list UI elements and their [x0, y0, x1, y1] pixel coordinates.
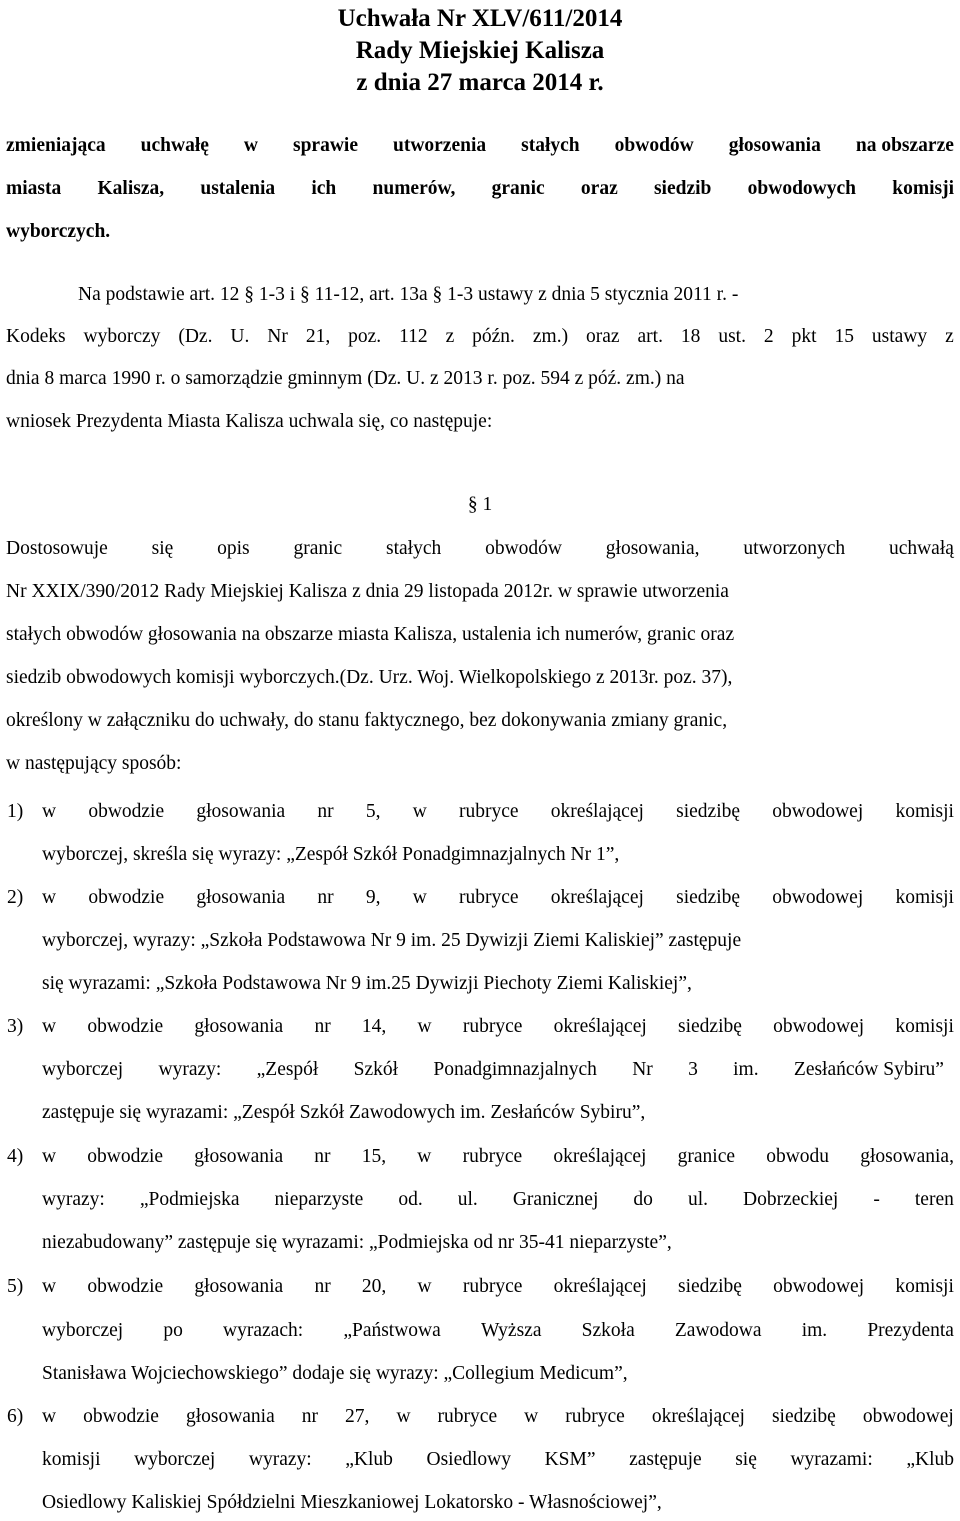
list-item-1-line-1: w obwodzie głosowania nr 5, w rubryce określającej siedzibę obwodowej komisji — [42, 801, 954, 822]
list-item-5-line-2: wyborczej po wyrazach: „Państwowa Wyższa Szkoła Zawodowa im. Prezydenta — [42, 1320, 954, 1341]
list-item-2-line-3: się wyrazami: „Szkoła Podstawowa Nr 9 im.25 Dywizji Piechoty Ziemi Kaliskiej”, — [42, 973, 692, 994]
list-item-3-line-1: w obwodzie głosowania nr 14, w rubryce określającej siedzibę obwodowej komisji — [42, 1016, 954, 1037]
document-issuer: Rady Miejskiej Kalisza — [355, 37, 605, 64]
list-item-1-line-2: wyborczej, skreśla się wyrazy: „Zespół Szkół Ponadgimnazjalnych Nr 1”, — [42, 844, 620, 865]
list-item-3-line-2: wyborczej wyrazy: „Zespół Szkół Ponadgimnazjalnych Nr 3 im. Zesłańców Sybiru” — [42, 1059, 944, 1080]
preamble-line-4: wniosek Prezydenta Miasta Kalisza uchwala się, co następuje: — [6, 411, 493, 432]
list-item-number: 4) — [7, 1146, 24, 1167]
preamble-line-1: Na podstawie art. 12 § 1-3 i § 11-12, art. 13a § 1-3 ustawy z dnia 5 stycznia 2011 r. - — [78, 284, 739, 305]
list-item-5-line-1: w obwodzie głosowania nr 20, w rubryce określającej siedzibę obwodowej komisji — [42, 1276, 954, 1297]
list-item-4-line-2: wyrazy: „Podmiejska nieparzyste od. ul. Granicznej do ul. Dobrzeckiej - teren — [42, 1189, 954, 1210]
list-item-6-line-3: Osiedlowy Kaliskiej Spółdzielni Mieszkaniowej Lokatorsko - Własnościowej”, — [42, 1492, 662, 1513]
list-item-6-line-1: w obwodzie głosowania nr 27, w rubryce w rubryce określającej siedzibę obwodowej — [42, 1406, 954, 1427]
list-item-number: 2) — [7, 887, 24, 908]
body-line-1: Dostosowuje się opis granic stałych obwodów głosowania, utworzonych uchwałą — [6, 538, 954, 559]
list-item-number: 5) — [7, 1276, 24, 1297]
subject-line-3: wyborczych. — [6, 221, 111, 242]
document-date: z dnia 27 marca 2014 r. — [356, 69, 604, 96]
section-marker: § 1 — [467, 494, 493, 515]
list-item-number: 3) — [7, 1016, 24, 1037]
preamble-line-2: Kodeks wyborczy (Dz. U. Nr 21, poz. 112 z późn. zm.) oraz art. 18 ust. 2 pkt 15 ustawy z — [6, 326, 954, 347]
body-line-6: w następujący sposób: — [6, 753, 182, 774]
list-item-2-line-2: wyborczej, wyrazy: „Szkoła Podstawowa Nr 9 im. 25 Dywizji Ziemi Kaliskiej” zastępuje — [42, 930, 742, 951]
list-item-number: 6) — [7, 1406, 24, 1427]
subject-line-1: zmieniająca uchwałę w sprawie utworzenia stałych obwodów głosowania na obszarze — [6, 135, 954, 156]
document-title: Uchwała Nr XLV/611/2014 — [337, 5, 623, 32]
preamble-line-3: dnia 8 marca 1990 r. o samorządzie gminnym (Dz. U. z 2013 r. poz. 594 z póź. zm.) na — [6, 368, 685, 389]
list-item-4-line-3: niezabudowany” zastępuje się wyrazami: „Podmiejska od nr 35-41 nieparzyste”, — [42, 1232, 672, 1253]
list-item-5-line-3: Stanisława Wojciechowskiego” dodaje się wyrazy: „Collegium Medicum”, — [42, 1363, 628, 1384]
list-item-4-line-1: w obwodzie głosowania nr 15, w rubryce określającej granice obwodu głosowania, — [42, 1146, 954, 1167]
list-item-2-line-1: w obwodzie głosowania nr 9, w rubryce określającej siedzibę obwodowej komisji — [42, 887, 954, 908]
list-item-number: 1) — [7, 801, 24, 822]
list-item-3-line-3: zastępuje się wyrazami: „Zespół Szkół Zawodowych im. Zesłańców Sybiru”, — [42, 1102, 646, 1123]
body-line-2: Nr XXIX/390/2012 Rady Miejskiej Kalisza z dnia 29 listopada 2012r. w sprawie utworzenia — [6, 581, 729, 602]
body-line-4: siedzib obwodowych komisji wyborczych.(Dz. Urz. Woj. Wielkopolskiego z 2013r. poz. 37), — [6, 667, 733, 688]
body-line-5: określony w załączniku do uchwały, do stanu faktycznego, bez dokonywania zmiany granic, — [6, 710, 728, 731]
body-line-3: stałych obwodów głosowania na obszarze miasta Kalisza, ustalenia ich numerów, granic oraz — [6, 624, 735, 645]
list-item-6-line-2: komisji wyborczej wyrazy: „Klub Osiedlowy KSM” zastępuje się wyrazami: „Klub — [42, 1449, 954, 1470]
subject-line-2: miasta Kalisza, ustalenia ich numerów, granic oraz siedzib obwodowych komisji — [6, 178, 954, 199]
